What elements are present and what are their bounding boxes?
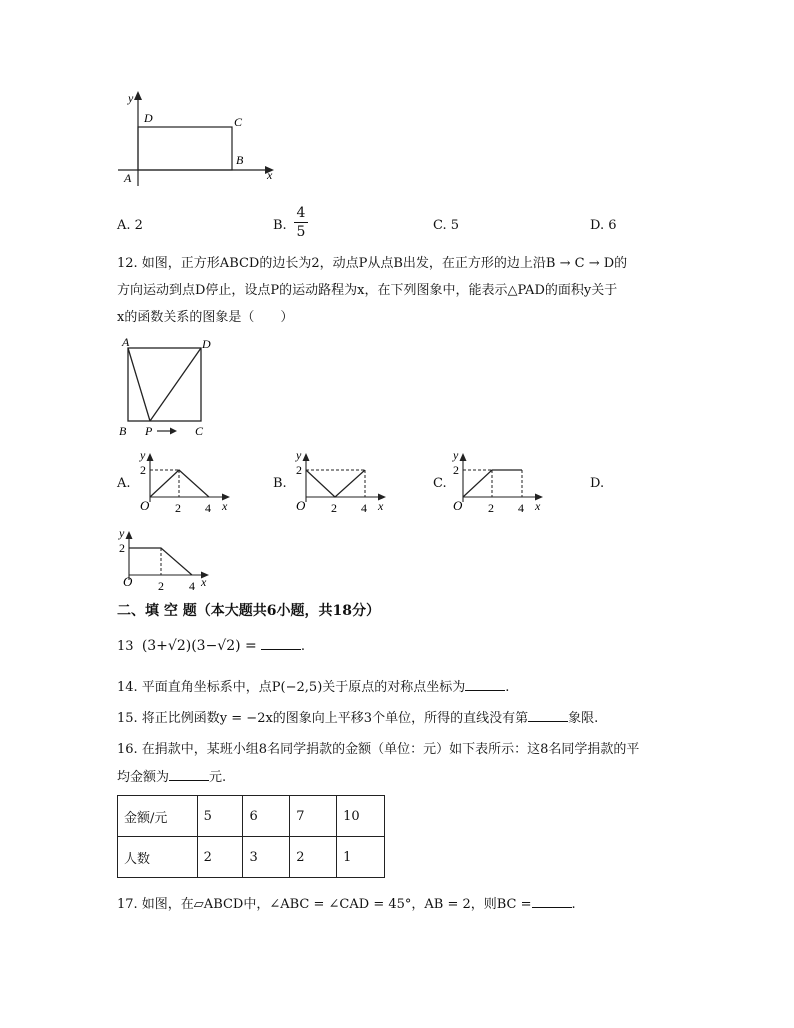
section2-heading: 二、填 空 题（本大题共6小题，共18分） — [117, 603, 380, 619]
graph-b-y: y — [296, 448, 302, 462]
q12-line1: 12. 如图，正方形ABCD的边长为2，动点P从点B出发，在正方形的边上沿B → C → D的 — [117, 256, 628, 271]
q11-option-b-fraction: 4 5 — [294, 204, 308, 241]
graph-d-x: x — [201, 575, 207, 589]
graph-a-x: x — [222, 499, 228, 513]
table-cell: 2 — [197, 837, 243, 878]
graph-a-ymax: 2 — [140, 463, 146, 477]
fig12-C: C — [195, 424, 204, 438]
q16-line2: 均金额为 元. — [117, 770, 227, 785]
graph-c-letter: C. — [433, 476, 447, 491]
graph-a-tick2: 2 — [175, 501, 181, 515]
graph-c-x: x — [535, 499, 541, 513]
graph-d-ymax: 2 — [119, 541, 125, 555]
table-cell: 2 — [290, 837, 337, 878]
graph-d-letter: D. — [590, 476, 605, 491]
graph-c — [451, 448, 551, 516]
q16-line1: 16. 在捐款中，某班小组8名同学捐款的金额（单位：元）如下表所示：这8名同学捐款的平 — [117, 742, 640, 757]
q11-option-b: B. — [273, 218, 287, 233]
table-cell: 6 — [243, 796, 290, 837]
fig11-x: x — [267, 168, 273, 182]
graph-d-y: y — [119, 526, 125, 540]
q12-line3: x的函数关系的图象是（ ） — [117, 310, 294, 325]
graph-a — [138, 448, 238, 516]
graph-b-ymax: 2 — [296, 463, 302, 477]
graph-c-origin: O — [453, 498, 463, 513]
table-row — [118, 796, 385, 837]
graph-b-tick2: 2 — [331, 501, 337, 515]
fig12-D: D — [202, 337, 211, 351]
graph-b-x: x — [378, 499, 384, 513]
q15: 15. 将正比例函数y = −2x的图象向上平移3个单位，所得的直线没有第 象限. — [117, 711, 599, 726]
fig11-y: y — [128, 91, 134, 105]
graph-a-tick4: 4 — [205, 501, 211, 515]
table-cell: 1 — [337, 837, 385, 878]
graph-b-letter: B. — [273, 476, 287, 491]
graph-d-tick4: 4 — [189, 579, 195, 593]
graph-c-tick4: 4 — [518, 501, 524, 515]
q12-square-figure — [115, 336, 225, 440]
graph-a-origin: O — [140, 498, 150, 513]
fig11-A: A — [124, 171, 132, 185]
table-cell: 金额/元 — [118, 796, 198, 837]
q11-option-a: A. 2 — [117, 218, 143, 233]
table-cell: 5 — [197, 796, 243, 837]
q11-figure — [110, 86, 290, 191]
graph-d-tick2: 2 — [158, 579, 164, 593]
table-cell: 7 — [290, 796, 337, 837]
q16-table — [117, 795, 385, 878]
fig12-A: A — [122, 336, 130, 349]
graph-b — [294, 448, 394, 516]
table-cell: 3 — [243, 837, 290, 878]
graph-c-tick2: 2 — [488, 501, 494, 515]
q13: 13 (3+√2)(3−√2) = . — [117, 638, 306, 654]
graph-b-origin: O — [296, 498, 306, 513]
graph-d-origin: O — [123, 574, 133, 589]
fig11-D: D — [144, 111, 153, 125]
q14: 14. 平面直角坐标系中，点P(−2,5)关于原点的对称点坐标为 . — [117, 680, 510, 695]
fig12-B: B — [119, 424, 127, 438]
table-cell: 10 — [337, 796, 385, 837]
graph-a-letter: A. — [117, 476, 131, 491]
q12-line2: 方向运动到点D停止，设点P的运动路程为x，在下列图象中，能表示△PAD的面积y关于 — [117, 283, 618, 298]
q17: 17. 如图，在▱ABCD中，∠ABC = ∠CAD = 45°，AB = 2，则BC = . — [117, 897, 576, 912]
fig11-C: C — [234, 115, 243, 129]
q11-option-c: C. 5 — [433, 218, 460, 233]
table-row — [118, 837, 385, 878]
graph-a-y: y — [140, 448, 146, 462]
graph-d — [117, 526, 217, 594]
graph-c-y: y — [453, 448, 459, 462]
graph-c-ymax: 2 — [453, 463, 459, 477]
graph-b-tick4: 4 — [361, 501, 367, 515]
fig11-B: B — [236, 153, 244, 167]
table-cell: 人数 — [118, 837, 198, 878]
fig12-P: P — [145, 424, 153, 438]
q11-option-d: D. 6 — [590, 218, 617, 233]
